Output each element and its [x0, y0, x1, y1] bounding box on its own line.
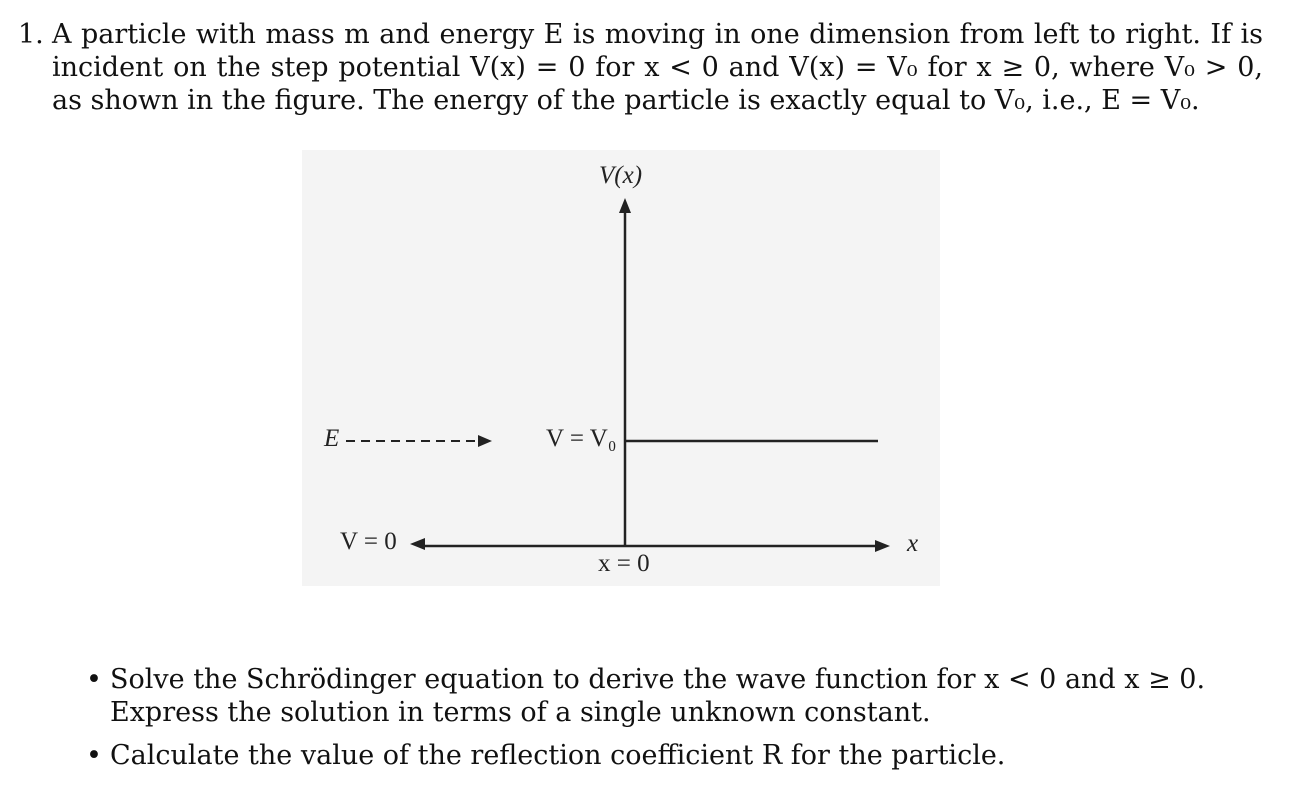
bullet-icon: • — [86, 664, 102, 695]
bullet-icon: • — [86, 740, 102, 771]
energy-label: E — [324, 425, 340, 452]
figure-drawing — [302, 150, 940, 586]
zero-label: V = 0 — [340, 528, 397, 555]
task-text: Solve the Schrödinger equation to derive the wave function for x < 0 and x ≥ 0. Express the solution in terms of a single unknown constant. — [110, 664, 1206, 728]
task-text: Calculate the value of the reflection coefficient R for the particle. — [110, 740, 1006, 771]
energy-arrowhead — [478, 435, 492, 447]
x-axis-label: x — [907, 530, 919, 557]
zero-arrowhead — [410, 538, 425, 550]
problem-number: 1. — [18, 19, 44, 50]
step-label: V = V₀ — [546, 425, 617, 452]
task-list — [86, 663, 1266, 782]
y-axis-label: V(x) — [599, 162, 643, 189]
x-axis-arrowhead — [875, 540, 890, 552]
y-axis-arrowhead — [619, 198, 631, 213]
problem-text: A particle with mass m and energy E is moving in one dimension from left to right. If is incident on the step potential V(x) = 0 for x < 0 and V(x) = V₀ for x ≥ 0, where V₀ > 0, as shown in the figure. The energy of the particle is exactly equal to V₀, i.e., E = V₀. — [52, 19, 1263, 116]
origin-label: x = 0 — [598, 550, 650, 577]
list-item — [86, 663, 1266, 729]
list-item — [86, 739, 1266, 772]
problem-statement — [18, 18, 1263, 117]
step-potential-figure — [302, 150, 940, 586]
